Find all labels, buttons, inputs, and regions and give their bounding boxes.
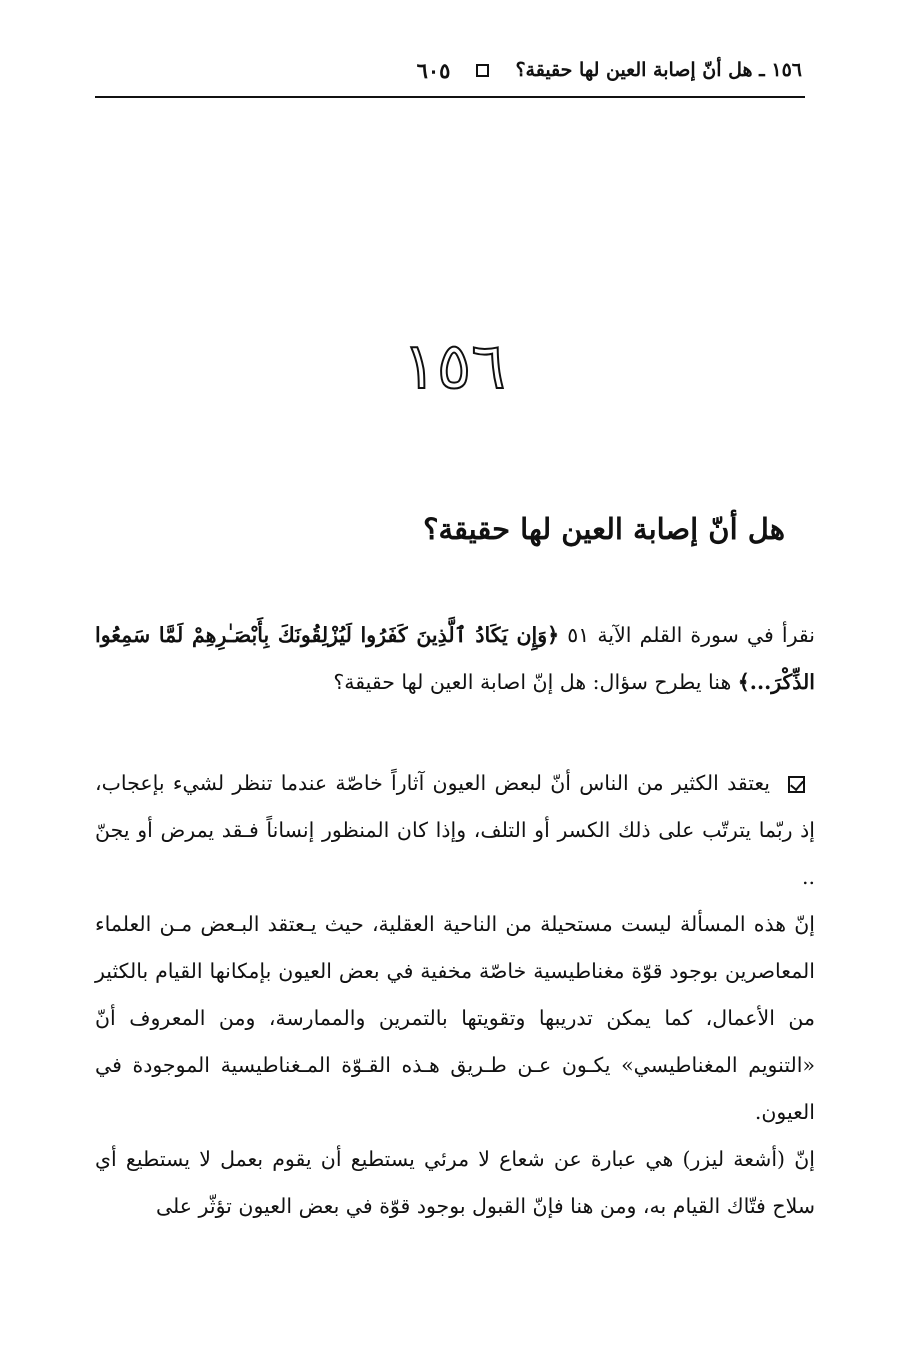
paragraph-2: إنّ هذه المسألة ليست مستحيلة من الناحية العقلية، حيث يـعتقد البـعض مـن العلماء المعاصرين بوجود قوّة مغناطيسية خاصّة مخفية في بعض العيون بإمكانها القيام بالكثير من الأعمال، كما يمكن تدريبها وتقويتها بالتمرين والممارسة، ومن المعروف أنّ «التنويم المغناطيسي» يكـون عـن طـريق هـذه القـوّة المـغناطيسية الموجودة في العيون. [95,912,815,1124]
intro-paragraph [95,612,815,706]
chapter-title: هل أنّ إصابة العين لها حقيقة؟ [423,512,785,546]
running-title: ١٥٦ ـ هل أنّ إصابة العين لها حقيقة؟ [515,59,802,81]
paragraph-3: إنّ (أشعة ليزر) هي عبارة عن شعاع لا مرئي يستطيع أن يقوم بعمل لا يستطيع أي سلاح فتّاك القيام به، ومن هنا فإنّ القبول بوجود قوّة في بعض العيون تؤثّر على [95,1147,815,1218]
paragraph-1 [95,760,815,901]
quran-verse: ﴿وَإِن يَكَادُ ٱلَّذِينَ كَفَرُوا لَيُزْلِقُونَكَ بِأَبْصَـٰرِهِمْ لَمَّا سَمِعُوا الذِّكْرَ...﴾ [95,623,815,694]
chapter-number: ١٥٦ [402,330,506,404]
intro-before-verse: نقرأ في سورة القلم الآية ٥١ [567,623,815,647]
checkbox-checked-icon [788,776,805,793]
paragraph-1-text: يعتقد الكثير من الناس أنّ لبعض العيون آثاراً خاصّة عندما تنظر لشيء بإعجاب، إذ ربّما يترتّب على ذلك الكسر أو التلف، وإذا كان المنظور إنساناً فـقد يمرض أو يجنّ .. [95,771,815,889]
page-number: ٦٠٥ [416,57,451,83]
intro-after-verse: هنا يطرح سؤال: هل إنّ اصابة العين لها حقيقة؟ [333,670,732,694]
running-header [95,50,805,90]
square-icon [476,64,489,77]
main-text [95,760,815,1230]
header-rule [95,96,805,98]
